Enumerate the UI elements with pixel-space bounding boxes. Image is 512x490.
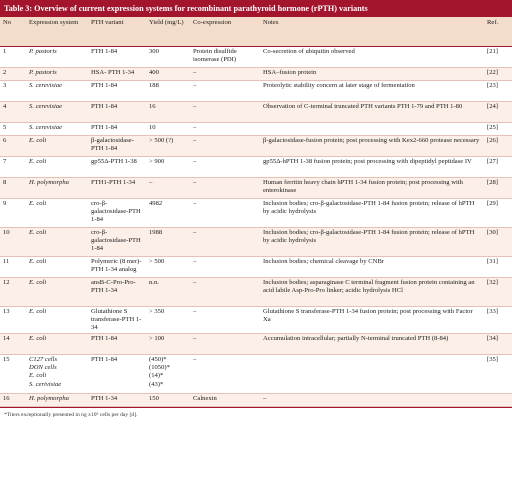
cell-system: S. cerevisiae [29,103,63,110]
cell-variant: gp55Δ-PTH 1-38 [91,158,137,165]
header-notes: Notes [260,17,484,47]
cell-no: 7 [3,158,7,165]
header-variant: PTH variant [88,17,146,47]
table-row [0,178,512,199]
cell-yield: > 900 [149,158,165,165]
cell-system: E. coli [29,158,47,165]
cell-coexpression: – [193,82,197,89]
cell-ref: [33] [487,308,498,315]
cell-notes: Proteolytic stability concern at later stage of fermentation [263,82,415,89]
header-yield: Yield (mg/L) [146,17,190,47]
cell-coexpression: – [193,335,197,343]
cell-coexpression: – [193,137,197,144]
cell-notes: Inclusion bodies; asparaginase C terminal fragment fusion protein containing an acid labile Asp-Pro-Pro linker; acidic hydrolysis HCl [263,279,475,295]
cell-notes: gp55Δ-hPTH 1-38 fusion protein; post processing with dipeptidyl peptidase IV [263,158,472,165]
cell-yield: 1988 [149,229,163,236]
cell-no: 1 [3,48,7,55]
header-system: Expression system [26,17,88,47]
cell-variant: PTH 1-84 [91,124,118,131]
cell-variant: Polymeric (8 mer)-PTH 1-34 analog [91,258,142,274]
cell-no: 4 [3,103,7,110]
cell-ref: [24] [487,103,498,110]
cell-yield: (450)* (1050)* (14)* (43)* [149,356,170,388]
table-row [0,355,512,394]
cell-system: C127 cells DON cells E. coli S. cerivisiae [29,356,62,388]
cell-coexpression: – [193,200,197,207]
cell-yield: 4982 [149,200,163,207]
cell-system: E. coli [29,229,47,236]
cell-no: 9 [3,200,7,207]
cell-coexpression: – [193,69,197,76]
cell-variant: PTH 1-84 [91,82,118,89]
table-row [0,81,512,102]
cell-coexpression: – [193,229,197,236]
cell-system: E. coli [29,308,47,315]
table-row [0,394,512,407]
cell-notes [260,123,484,136]
cell-ref: [35] [487,356,498,364]
header-no: No [0,17,26,47]
footnote: *Titers exceptionally presented in ng x10⁶ cells per day [d]. [4,412,138,419]
cell-coexpression: – [193,279,197,286]
cell-yield: 188 [149,82,159,89]
cell-ref: [30] [487,229,498,236]
cell-coexpression: – [193,179,197,186]
cell-yield: n.n. [149,279,159,286]
cell-coexpression: – [193,258,197,265]
cell-notes: β-galactosidase-fusion protein; post processing with Kex2-660 protease necessary [263,137,480,144]
cell-no: 16 [3,395,10,403]
cell-yield: 300 [149,48,159,55]
cell-system: H. polymorpha [29,179,69,186]
cell-variant: PTH 1-34 [91,395,118,403]
cell-ref: [31] [487,258,498,265]
cell-ref: [27] [487,158,498,165]
cell-system: E. coli [29,200,47,207]
cell-variant: cro-β-galactosidase-PTH 1-84 [91,200,141,224]
cell-variant: PTH 1-84 [91,335,118,343]
table-body [0,47,512,407]
table-row [0,47,512,68]
cell-yield: 400 [149,69,159,76]
cell-no: 6 [3,137,7,144]
cell-coexpression: – [193,103,197,110]
cell-notes: Observation of C-terminal truncated PTH variants PTH 1-79 and PTH 1-80 [263,103,463,110]
cell-no: 14 [3,335,10,343]
cell-system: S. cerevisiae [29,82,63,89]
cell-notes: – [263,395,267,403]
cell-coexpression: – [193,308,197,315]
cell-system: E. coli [29,137,47,144]
cell-system: E. coli [29,279,47,286]
cell-variant: PTH 1-84 [91,103,118,110]
cell-yield: 150 [149,395,159,403]
cell-system: P. pastoris [29,48,57,55]
cell-system: E. coli [29,335,47,343]
cell-system: P. pastoris [29,69,57,76]
cell-ref: [29] [487,200,498,207]
table-row [0,102,512,123]
header-coexpression: Co-expression [190,17,260,47]
cell-ref [484,394,512,407]
cell-no: 8 [3,179,7,186]
cell-no: 3 [3,82,7,89]
cell-variant: HSA- PTH 1-34 [91,69,135,76]
cell-variant: FTH1-PTH 1-34 [91,179,136,186]
cell-ref: [21] [487,48,498,55]
cell-notes: Inclusion bodies; chemical cleavage by CNBr [263,258,385,265]
cell-ref: [23] [487,82,498,89]
cell-system: E. coli [29,258,47,265]
header-row [0,17,512,47]
cell-no: 15 [3,356,10,364]
cell-ref: [34] [487,335,498,343]
table-row [0,199,512,228]
cell-coexpression: Calnexin [193,395,217,403]
table-row [0,257,512,278]
cell-notes: HSA–fusion protein [263,69,317,76]
cell-variant: ansB-C-Pro-Pro-PTH 1-34 [91,279,136,295]
table-row [0,228,512,257]
cell-notes: Human ferritin heavy chain hPTH 1-34 fusion protein; post processing with enterokinase [263,179,463,195]
cell-no: 11 [3,258,10,265]
cell-yield: > 500 [149,258,165,265]
cell-system: S. cerevisiae [29,124,63,131]
cell-yield: 10 [149,124,156,131]
cell-no: 12 [3,279,10,286]
cell-notes: Glutathione S transferase-PTH 1-34 fusion protein; post processing with Factor Xa [263,308,473,324]
cell-yield: – [149,179,153,186]
table-row [0,307,512,334]
cell-yield: > 350 [149,308,165,315]
table-row [0,278,512,307]
cell-notes [260,355,484,394]
cell-notes: Accumulation intracellular; partially N-terminal truncated PTH (8-84) [263,335,449,343]
cell-no: 2 [3,69,7,76]
table-row [0,68,512,81]
expression-systems-table [0,17,512,407]
cell-system: H. polymorpha [29,395,69,403]
cell-notes: Inclusion bodies; cro-β-galactosidase-PTH 1-84 fusion protein; release of hPTH by acidic hydrolysis [263,200,475,216]
table-row [0,123,512,136]
cell-coexpression: – [193,124,197,131]
cell-yield: > 100 [149,335,165,343]
header-ref: Ref. [484,17,512,47]
cell-no: 13 [3,308,10,315]
cell-ref: [28] [487,179,498,186]
cell-no: 10 [3,229,10,236]
table-row [0,334,512,355]
cell-yield: 16 [149,103,156,110]
cell-ref: [32] [487,279,498,286]
table-row [0,157,512,178]
cell-variant: PTH 1-84 [91,356,118,364]
cell-coexpression: Protein disulfide isomerase (PDI) [193,48,237,64]
cell-notes: Co-secretion of ubiquitin observed [263,48,355,55]
cell-ref: [26] [487,137,498,144]
cell-no: 5 [3,124,7,131]
cell-ref: [22] [487,69,498,76]
cell-variant: FTH 1-84 [91,48,118,55]
cell-ref: [25] [487,124,498,131]
cell-variant: β-galactosidase-PTH 1-84 [91,137,134,153]
cell-variant: cro-β-galactosidase-PTH 1-84 [91,229,141,253]
cell-yield: > 500 (?) [149,137,174,144]
cell-variant: Glutathione S transferase-PTH 1-34 [91,308,142,332]
cell-notes: Inclusion bodies; cro-β-galactosidase-PTH 1-84 fusion protein; release of hPTH by acidic hydrolysis [263,229,475,245]
table-title: Table 3: Overview of current expression systems for recombinant parathyroid hormone (rPTH) variants [0,0,512,17]
cell-coexpression: – [193,158,197,165]
table-row [0,136,512,157]
cell-coexpression: – [193,356,197,364]
